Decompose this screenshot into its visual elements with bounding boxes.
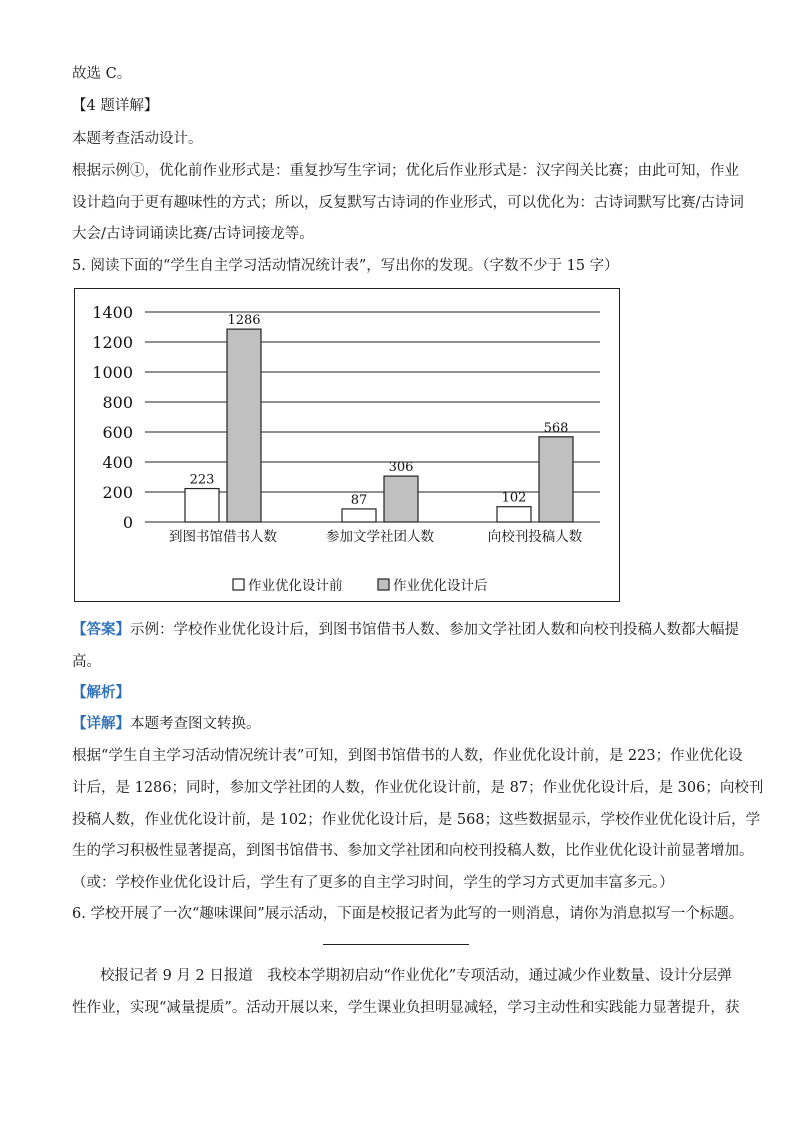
y-tick-label: 1000 bbox=[92, 363, 133, 382]
answer-line bbox=[72, 620, 739, 640]
bar bbox=[185, 489, 219, 522]
text-line: 根据示例①，优化前作业形式是：重复抄写生字词；优化后作业形式是：汉字闯关比赛；由此可知，作业 bbox=[72, 163, 739, 179]
detail-paragraph: 计后，是 1286；同时，参加文学社团的人数，作业优化设计前，是 87；作业优化设计后，是 306；向校刊 bbox=[72, 780, 764, 796]
legend-label: 作业优化设计前 bbox=[248, 578, 343, 594]
detail-paragraph: 生的学习积极性显著提高，到图书馆借书、参加文学社团和向校刊投稿人数，比作业优化设计前显著增加。 bbox=[72, 843, 754, 859]
bar-value-label: 306 bbox=[388, 460, 414, 476]
bar-value-label: 568 bbox=[543, 420, 569, 436]
y-tick-label: 600 bbox=[102, 423, 133, 442]
y-tick-label: 200 bbox=[102, 483, 133, 502]
detail-text: 本题考查图文转换。 bbox=[130, 716, 261, 732]
title-blank-line bbox=[323, 944, 469, 945]
text-line: 大会/古诗词诵读比赛/古诗词接龙等。 bbox=[72, 226, 314, 242]
bar-chart bbox=[75, 289, 621, 603]
bar-value-label: 1286 bbox=[227, 313, 261, 329]
detail-paragraph: 投稿人数，作业优化设计前，是 102；作业优化设计后，是 568；这些数据显示，学校作业优化设计后，学 bbox=[72, 812, 761, 828]
bar bbox=[497, 507, 531, 522]
text-line: 本题考查活动设计。 bbox=[72, 131, 203, 147]
text-line: 设计趋向于更有趣味性的方式；所以，反复默写古诗词的作业形式，可以优化为：古诗词默写比赛/古诗词 bbox=[72, 195, 744, 211]
question-6: 6. 学校开展了一次“趣味课间”展示活动，下面是校报记者为此写的一则消息，请你为消息拟写一个标题。 bbox=[72, 906, 744, 922]
news-paragraph: 性作业，实现“减量提质”。活动开展以来，学生课业负担明显减轻，学习主动性和实践能力显著提升，获 bbox=[72, 1000, 740, 1016]
x-category-label: 参加文学社团人数 bbox=[326, 529, 434, 545]
bar-value-label: 102 bbox=[501, 490, 527, 506]
answer-text: 示例：学校作业优化设计后，到图书馆借书人数、参加文学社团人数和向校刊投稿人数都大幅提 bbox=[130, 622, 739, 638]
detail-line bbox=[72, 714, 261, 734]
legend-label: 作业优化设计后 bbox=[393, 578, 488, 594]
x-category-label: 到图书馆借书人数 bbox=[169, 529, 277, 545]
section-heading: 【4 题详解】 bbox=[72, 98, 159, 114]
question-5: 5. 阅读下面的“学生自主学习活动情况统计表”，写出你的发现。（字数不少于 15 字） bbox=[72, 258, 619, 274]
y-tick-label: 1400 bbox=[92, 303, 133, 322]
y-tick-label: 400 bbox=[102, 453, 133, 472]
y-tick-label: 800 bbox=[102, 393, 133, 412]
bar-value-label: 87 bbox=[350, 492, 368, 508]
bar-value-label: 223 bbox=[189, 472, 215, 488]
bar bbox=[227, 329, 261, 522]
bar bbox=[384, 476, 418, 522]
x-category-label: 向校刊投稿人数 bbox=[487, 529, 583, 545]
legend-swatch bbox=[233, 579, 244, 590]
bar bbox=[539, 437, 573, 522]
analysis-tag-label: 【解析】 bbox=[72, 684, 130, 701]
bar bbox=[342, 509, 376, 522]
news-paragraph: 校报记者 9 月 2 日报道 我校本学期初启动“作业优化”专项活动，通过减少作业数量、设计分层弹 bbox=[100, 968, 732, 984]
chart-frame bbox=[74, 288, 620, 602]
detail-paragraph: （或：学校作业优化设计后，学生有了更多的自主学习时间，学生的学习方式更加丰富多元。） bbox=[72, 875, 674, 891]
analysis-tag bbox=[72, 683, 130, 703]
legend-swatch bbox=[378, 579, 389, 590]
answer-continued: 高。 bbox=[72, 654, 101, 670]
y-tick-label: 0 bbox=[122, 513, 133, 532]
detail-paragraph: 根据“学生自主学习活动情况统计表”可知，到图书馆借书的人数，作业优化设计前，是 223；作业优化设 bbox=[72, 748, 743, 764]
detail-tag: 【详解】 bbox=[72, 715, 130, 732]
text-line: 故选 C。 bbox=[72, 66, 132, 82]
y-tick-label: 1200 bbox=[92, 333, 133, 352]
answer-tag: 【答案】 bbox=[72, 621, 130, 638]
